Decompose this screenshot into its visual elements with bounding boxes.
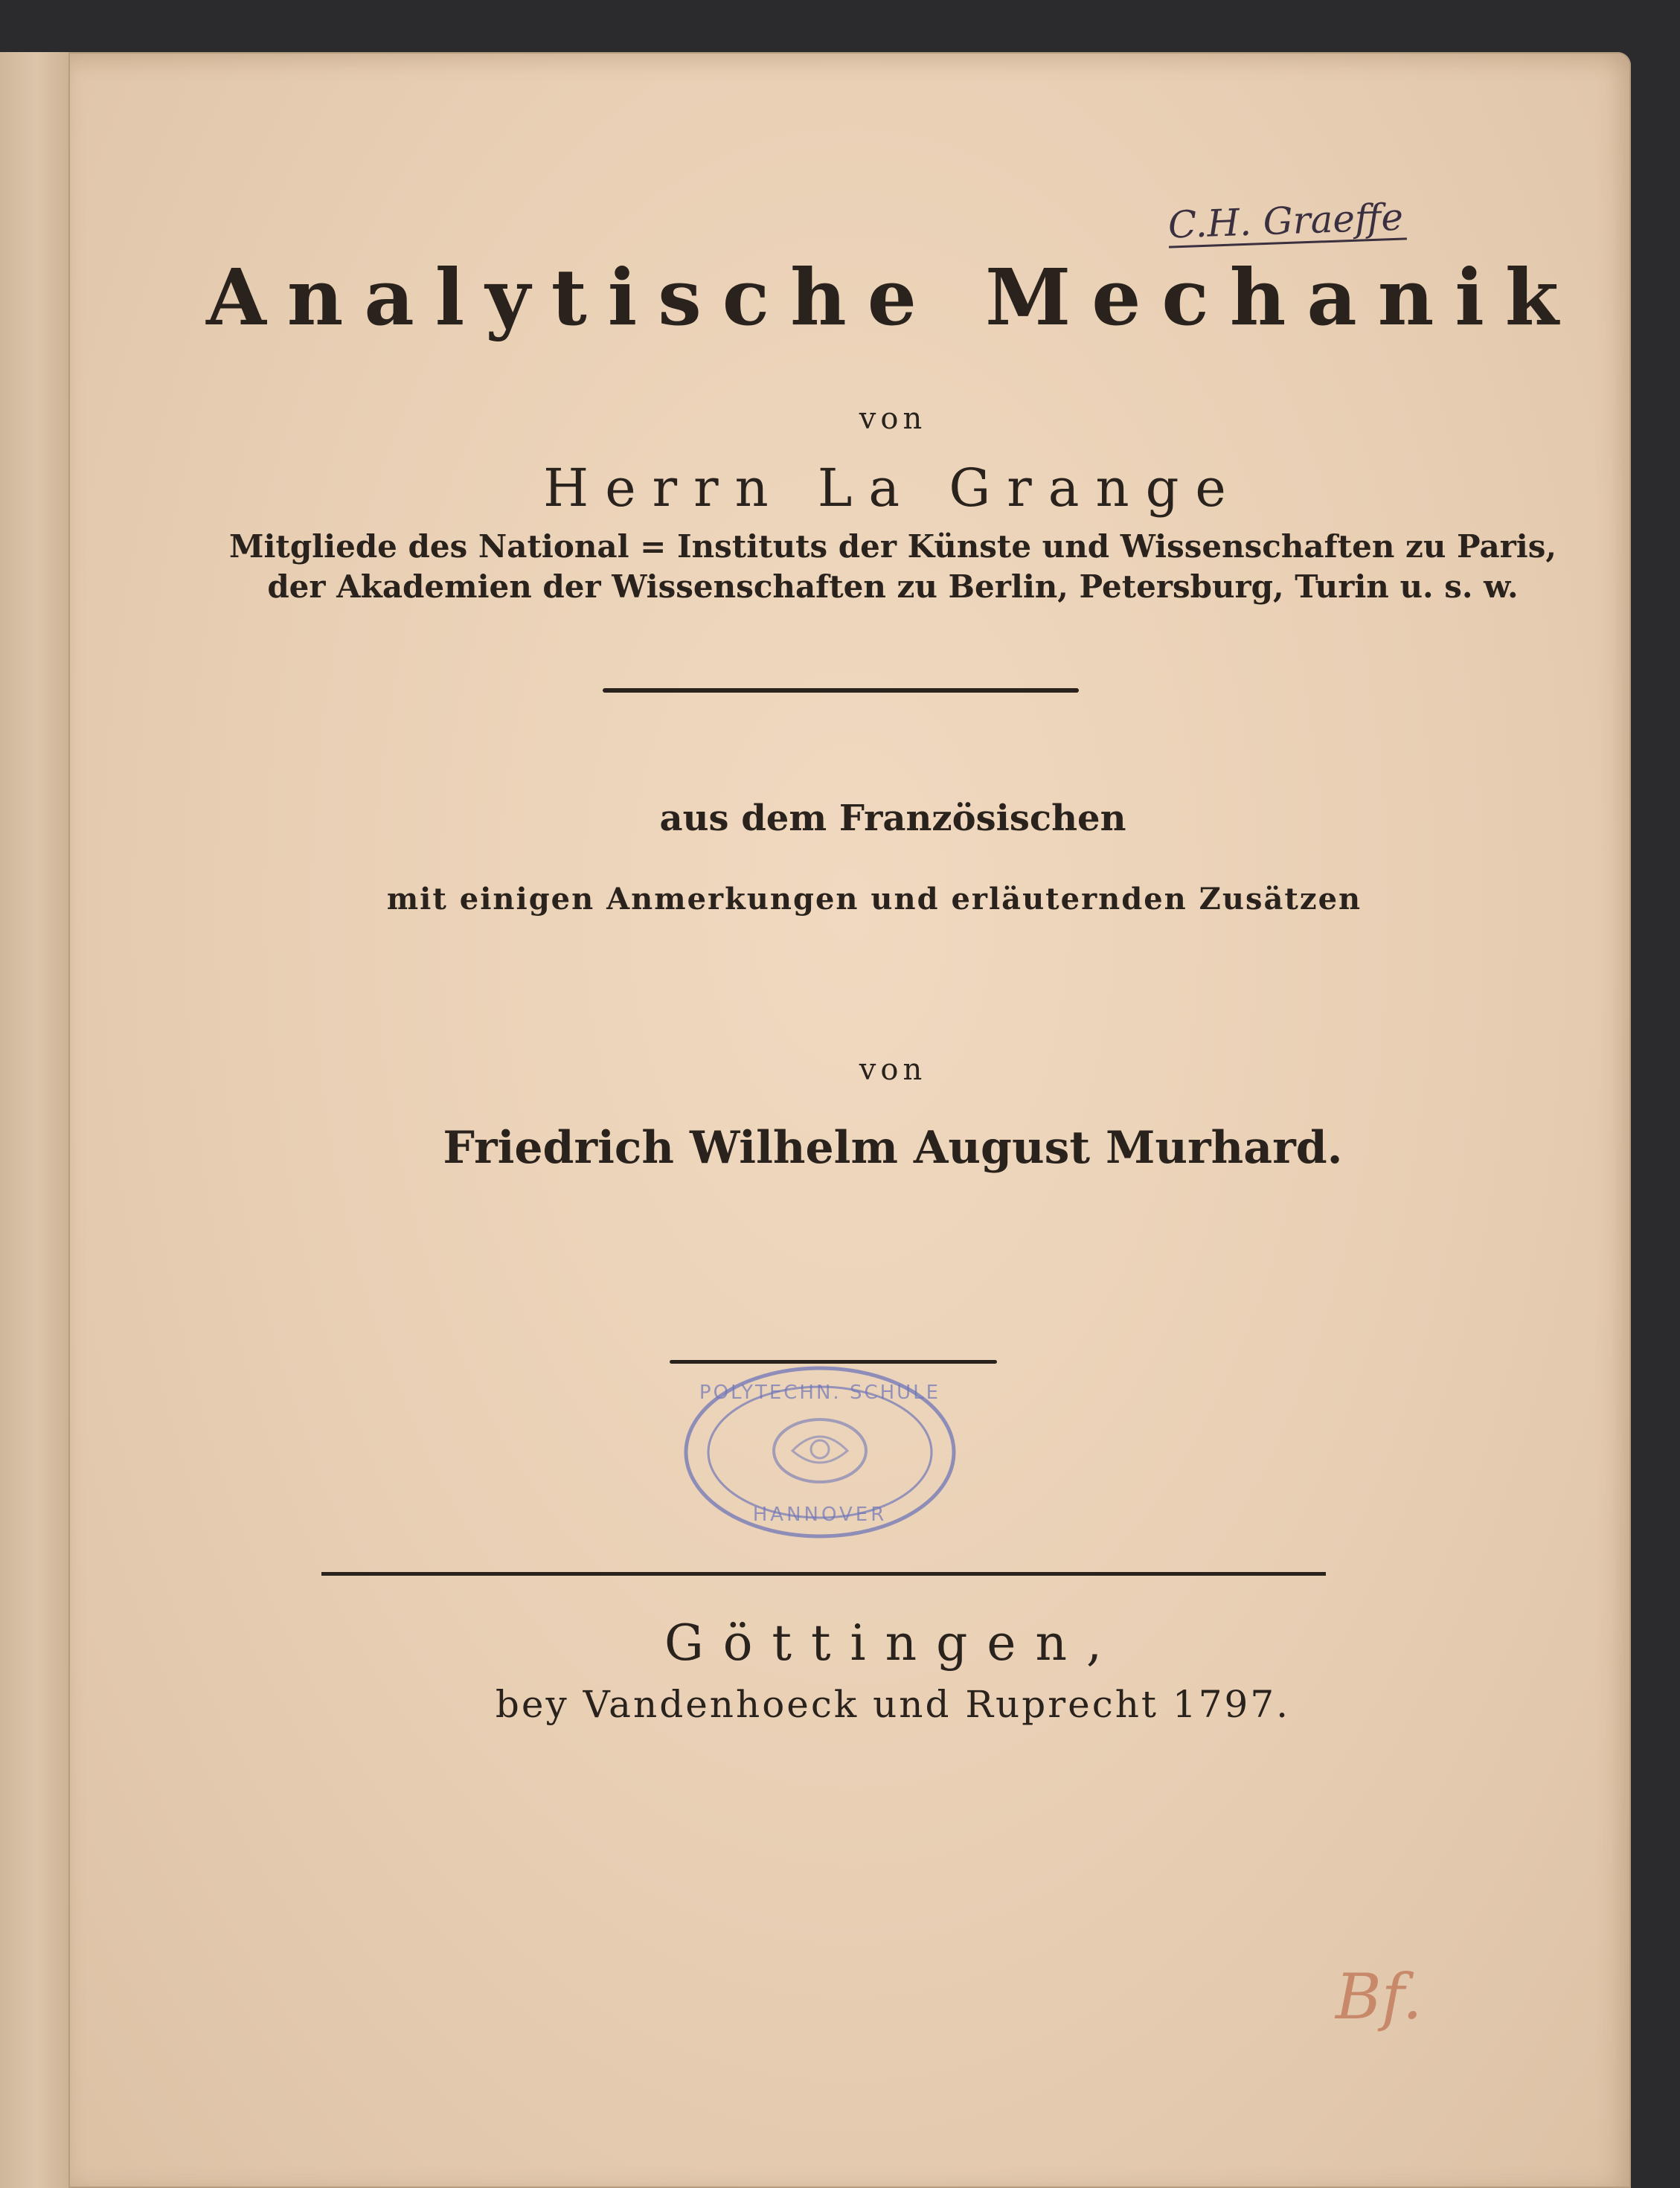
book-title: Analytische Mechanik [206, 251, 1580, 343]
translation-note: aus dem Französischen [659, 798, 1126, 839]
pencil-shelf-mark: Bf. [1336, 1960, 1423, 2033]
author-affiliation-line2: der Akademien der Wissenschaften zu Berlin, Petersburg, Turin u. s. w. [267, 568, 1519, 605]
publication-place: Göttingen, [664, 1614, 1121, 1672]
ownership-signature: C.H. Graeffe [1167, 196, 1407, 248]
author-affiliation-line1: Mitgliede des National = Instituts der Künste und Wissenschaften zu Paris, [228, 528, 1557, 565]
publisher-line: bey Vandenhoeck und Ruprecht 1797. [495, 1683, 1291, 1726]
title-page [68, 52, 1631, 2188]
by-label-translator: von [859, 1053, 927, 1087]
divider-rule-long [321, 1572, 1326, 1576]
annotation-note: mit einigen Anmerkungen und erläuternden Zusätzen [386, 882, 1362, 917]
svg-text:HANNOVER: HANNOVER [752, 1504, 888, 1526]
by-label: von [859, 402, 927, 436]
author-name: Herrn La Grange [543, 458, 1243, 519]
library-stamp [681, 1363, 960, 1541]
book-spine [0, 52, 71, 2188]
divider-rule [603, 688, 1079, 693]
translator-name: Friedrich Wilhelm August Murhard. [443, 1122, 1343, 1174]
svg-text:POLYTECHN. SCHULE: POLYTECHN. SCHULE [699, 1382, 941, 1404]
